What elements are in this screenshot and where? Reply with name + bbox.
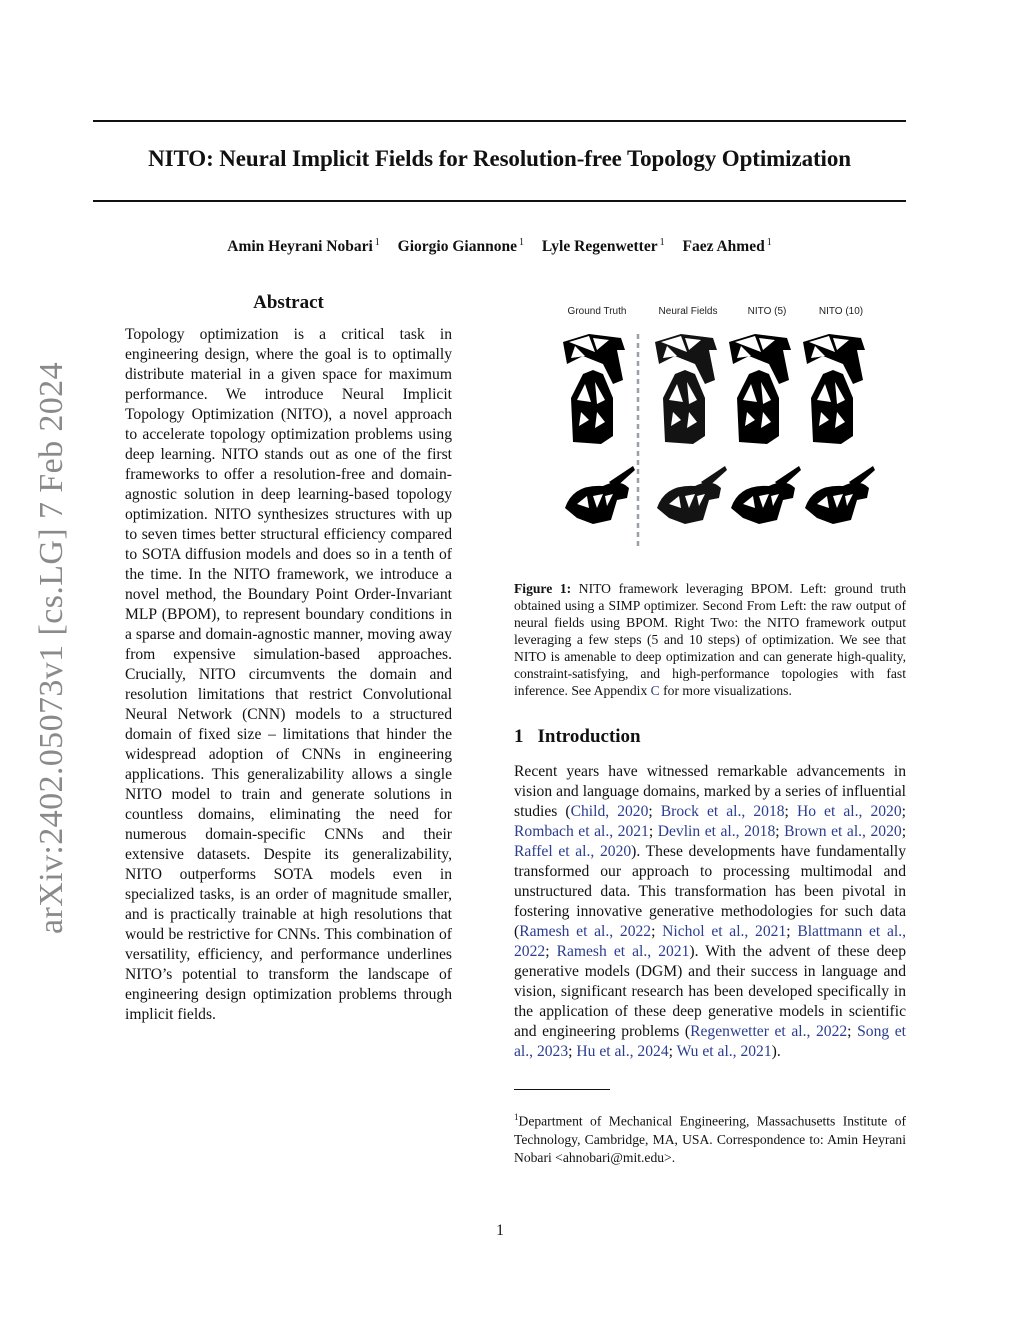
citation-link[interactable]: Hu et al., 2024 [576,1043,669,1060]
citation-link[interactable]: Blattmann et al., 2022 [514,923,907,960]
author: Amin Heyrani Nobari $^1$ [227,237,380,256]
citation-link[interactable]: Devlin et al., 2018 [657,823,776,840]
title-top-rule [93,120,906,122]
citation-link[interactable]: Wu et al., 2021 [676,1043,772,1060]
citation-link[interactable]: Brown et al., 2020 [784,823,902,840]
author: Lyle Regenwetter $^1$ [541,237,665,256]
citation-link[interactable]: Ramesh et al., 2021 [556,943,690,960]
nito-5-column [729,334,801,524]
figure-column-label: NITO (10) [818,306,864,317]
topology-grid-image [545,328,885,550]
citation-link[interactable]: Song et al., 2023 [514,1023,906,1060]
appendix-link[interactable]: C [650,683,660,698]
footnote-rule [514,1089,610,1090]
author-list [93,237,906,256]
citation-link[interactable]: Nichol et al., 2021 [662,923,787,940]
abstract-body: Topology optimization is a critical task in engineering design, where the goal is to optimally distribute material in a given space for maximum performance. We introduce Neural Implicit Topology Optimization (NITO), a novel approach to accelerate topology optimization problems using deep learning. NITO stands out as one of the first frameworks to offer a resolution-free and domain-agnostic solution in deep learning-based topology optimization. NITO synthesizes structures with up to seven times better structural efficiency compared to SOTA diffusion models and does so in a tenth of the time. In the NITO framework, we introduce a novel method, the Boundary Point Order-Invariant MLP (BPOM), to represent boundary conditions in a sparse and domain-agnostic manner, moving away from expensive simulation-based approaches. Crucially, NITO circumvents the domain and resolution limitations that restrict Convolutional Neural Network (CNN) models to a structured domain of fixed size – limitations that hinder the widespread adoption of CNNs in engineering applications. This generalizability allows a single NITO model to train and generate solutions in countless domains, eliminating the need for numerous domain-specific CNNs and their extensive datasets. Despite its generalizability, NITO outperforms SOTA models even in specialized tasks, is an order of magnitude smaller, and is practically trainable at high resolutions that would be restrictive for CNNs. This combination of versatility, efficiency, and performance underlines NITO’s potential to transform the landscape of engineering design optimization problems through implicit fields. [125,326,452,1023]
figure-column-label: Ground Truth [567,306,627,317]
section-heading-introduction: 1 Introduction [514,726,641,747]
citation-link[interactable]: Ramesh et al., 2022 [519,923,652,940]
arxiv-stamp-text: arXiv:2402.05073v1 [cs.LG] 7 Feb 2024 [33,362,70,934]
citation-link[interactable]: Brock et al., 2018 [660,803,785,820]
paper-title: NITO: Neural Implicit Fields for Resolution-free Topology Optimization [148,146,851,171]
citation-link[interactable]: Ho et al., 2020 [796,803,902,820]
author: Giorgio Giannone $^1$ [397,237,524,256]
introduction-paragraph: Recent years have witnessed remarkable advancements in vision and language domains, marked by a series of influential studies (Child, 2020; Brock et al., 2018; Ho et al., 2020; Rombach et al., 2021; Devlin et al., 2018; Brown et al., 2020; Raffel et al., 2020). These developments have fundamentally transformed our approach to processing multimodal and unstructured data. This transformation has been pivotal in fostering innovative generative methodologies for such data (Ramesh et al., 2022; Nichol et al., 2021; Blattmann et al., 2022; Ramesh et al., 2021). With the advent of these deep generative models (DGM) and their success in language and vision, significant research has been developed specifically in the application of these deep generative models in scientific and engineering problems (Regenwetter et al., 2022; Song et al., 2023; Hu et al., 2024; Wu et al., 2021). [514,763,907,1060]
affiliation-footnote: $^1$Department of Mechanical Engineering, Massachusetts Institute of Technology, Cambridge, MA, USA. Correspondence to: Amin Heyrani Nobari <ahnobari@mit.edu>. [514,1112,906,1165]
title-bottom-rule [93,200,906,202]
citation-link[interactable]: Rombach et al., 2021 [514,823,649,840]
citation-link[interactable]: Regenwetter et al., 2022 [690,1023,848,1040]
figure-column-label: NITO (5) [747,306,787,317]
abstract-heading: Abstract [253,292,324,313]
citation-link[interactable]: Child, 2020 [570,803,649,820]
figure-1 [545,306,885,552]
nito-10-column [803,334,875,524]
ground-truth-column [563,334,635,524]
author: Faez Ahmed $^1$ [682,237,772,256]
figure-column-label: Neural Fields [658,306,718,317]
neural-fields-column [655,334,727,524]
citation-link[interactable]: Raffel et al., 2020 [514,843,632,860]
page-number: 1 [496,1222,504,1239]
figure-1-caption: Figure 1: NITO framework leveraging BPOM. Left: ground truth obtained using a SIMP optimizer. Second From Left: the raw output of neural fields using BPOM. Right Two: the NITO framework output leveraging a few steps (5 and 10 steps) of optimization. We see that NITO is amenable to deep optimization and can generate high-quality, constraint-satisfying, and high-performance topologies with fast inference. See Appendix C for more visualizations. [514,581,906,698]
